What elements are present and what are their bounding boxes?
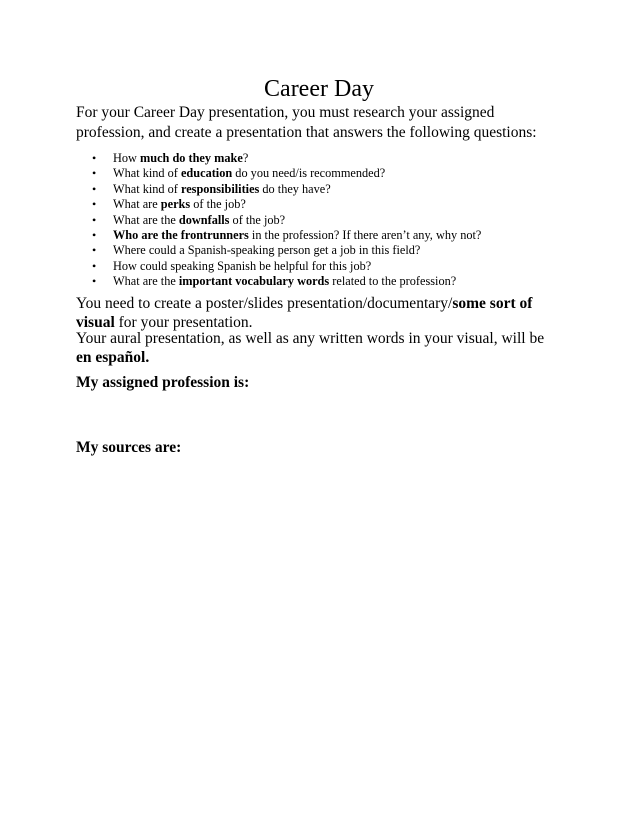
bullet-icon: •	[92, 166, 97, 181]
bullet-icon: •	[92, 274, 97, 289]
bullet-icon: •	[92, 228, 97, 243]
list-item: • Where could a Spanish-speaking person get a job in this field?	[92, 243, 421, 258]
sources-label: My sources are:	[76, 439, 182, 456]
list-item: • Who are the frontrunners in the profession? If there aren’t any, why not?	[92, 228, 482, 243]
list-item: • How much do they make?	[92, 151, 249, 165]
visual-requirement-paragraph: You need to create a poster/slides presentation/documentary/some sort of visual for your presentation.	[76, 295, 533, 331]
bullet-icon: •	[92, 243, 97, 258]
assigned-profession-label: My assigned profession is:	[76, 374, 250, 391]
questions-list	[92, 151, 481, 290]
list-item: • What are perks of the job?	[92, 197, 246, 212]
list-item: • How could speaking Spanish be helpful for this job?	[92, 258, 372, 273]
bullet-icon: •	[92, 151, 97, 165]
list-item: • What are the important vocabulary words related to the profession?	[92, 274, 457, 289]
list-item: • What kind of responsibilities do they have?	[92, 181, 331, 196]
list-item: • What kind of education do you need/is recommended?	[92, 166, 386, 181]
spanish-requirement-paragraph: Your aural presentation, as well as any written words in your visual, will be en español.	[76, 330, 545, 366]
bullet-icon: •	[92, 181, 97, 196]
page-title: Career Day	[264, 76, 374, 102]
intro-paragraph: For your Career Day presentation, you must research your assigned profession, and create a presentation that answers the following questions:	[76, 104, 537, 141]
bullet-icon: •	[92, 258, 97, 273]
bullet-icon: •	[92, 212, 97, 227]
bullet-icon: •	[92, 197, 97, 212]
list-item: • What are the downfalls of the job?	[92, 212, 286, 227]
